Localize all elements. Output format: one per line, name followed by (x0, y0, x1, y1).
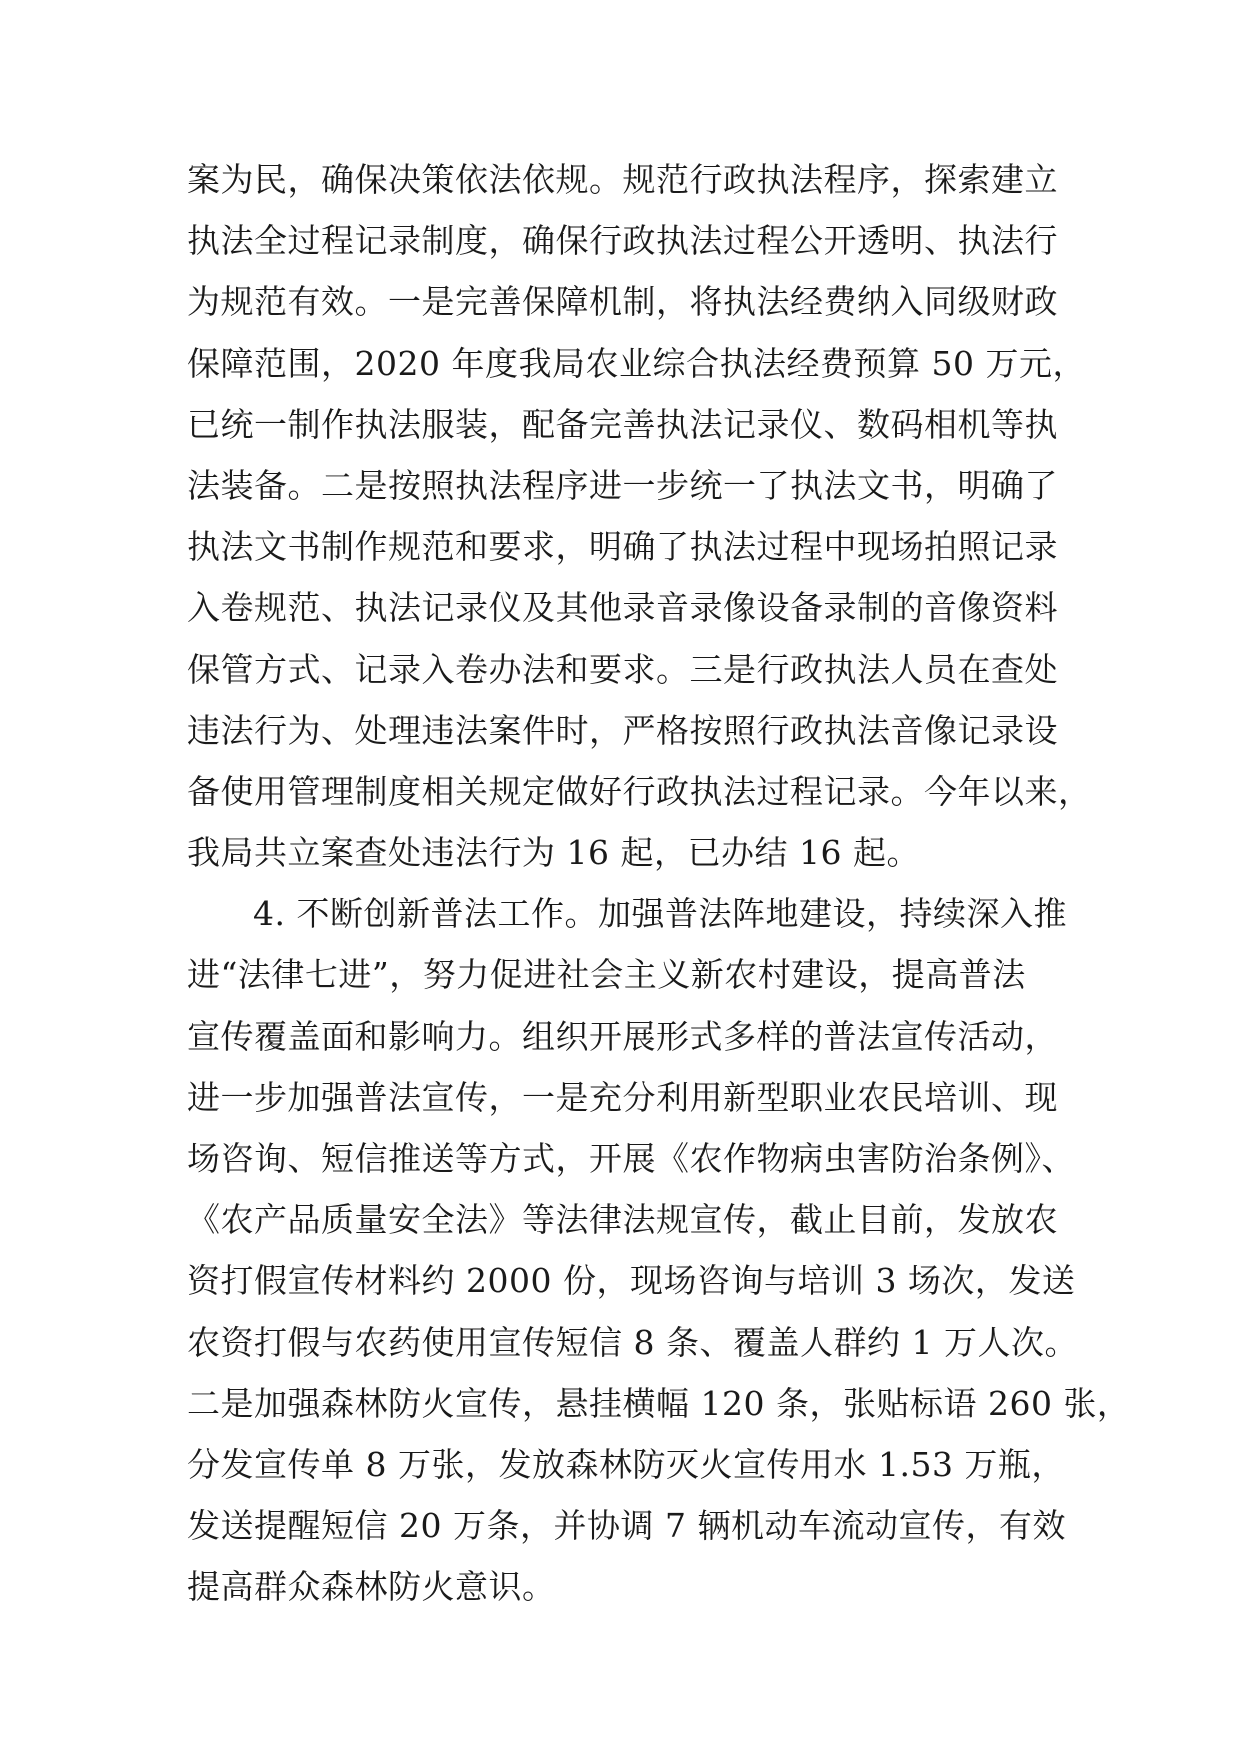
text-line: 《农产品质量安全法》等法律法规宣传，截止目前，发放农 (187, 1200, 1058, 1240)
text-line: 农资打假与农药使用宣传短信 8 条、覆盖人群约 1 万人次。 (187, 1322, 1078, 1362)
text-line: 为规范有效。一是完善保障机制，将执法经费纳入同级财政 (187, 282, 1058, 322)
text-line: 场咨询、短信推送等方式，开展《农作物病虫害防治条例》、 (187, 1139, 1075, 1178)
text-line: 资打假宣传材料约 2000 份，现场咨询与培训 3 场次，发送 (187, 1261, 1076, 1301)
text-line: 案为民，确保决策依法依规。规范行政执法程序，探索建立 (187, 160, 1058, 199)
text-line: 备使用管理制度相关规定做好行政执法过程记录。今年以来， (187, 771, 1092, 811)
text-line: 保管方式、记录入卷办法和要求。三是行政执法人员在查处 (187, 649, 1058, 689)
text-line: 提高群众森林防火意识。 (187, 1567, 556, 1607)
text-line: 执法文书制作规范和要求，明确了执法过程中现场拍照记录 (187, 527, 1058, 567)
text-line: 我局共立案查处违法行为 16 起，已办结 16 起。 (187, 833, 920, 873)
body-text (187, 160, 1131, 1629)
text-line: 执法全过程记录制度，确保行政执法过程公开透明、执法行 (187, 221, 1058, 261)
text-line: 法装备。二是按照执法程序进一步统一了执法文书，明确了 (187, 465, 1058, 505)
text-line: 发送提醒短信 20 万条，并协调 7 辆机动车流动宣传，有效 (187, 1506, 1066, 1546)
text-line: 保障范围，2020 年度我局农业综合执法经费预算 50 万元， (187, 343, 1086, 383)
text-line: 宣传覆盖面和影响力。组织开展形式多样的普法宣传活动， (187, 1016, 1058, 1056)
text-line: 入卷规范、执法记录仪及其他录音录像设备录制的音像资料 (187, 588, 1058, 628)
text-line: 分发宣传单 8 万张，发放森林防灭火宣传用水 1.53 万瓶， (187, 1444, 1065, 1484)
text-line: 进一步加强普法宣传，一是充分利用新型职业农民培训、现 (187, 1077, 1058, 1117)
text-line: 二是加强森林防火宣传，悬挂横幅 120 条，张贴标语 260 张， (187, 1383, 1131, 1423)
text-line: 进“法律七进”，努力促进社会主义新农村建设，提高普法 (187, 955, 1026, 995)
text-line: 违法行为、处理违法案件时，严格按照行政执法音像记录设 (187, 710, 1058, 750)
text-line: 已统一制作执法服装，配备完善执法记录仪、数码相机等执 (187, 404, 1058, 444)
paragraph-first-line: 4. 不断创新普法工作。加强普法阵地建设，持续深入推 (253, 894, 1067, 934)
